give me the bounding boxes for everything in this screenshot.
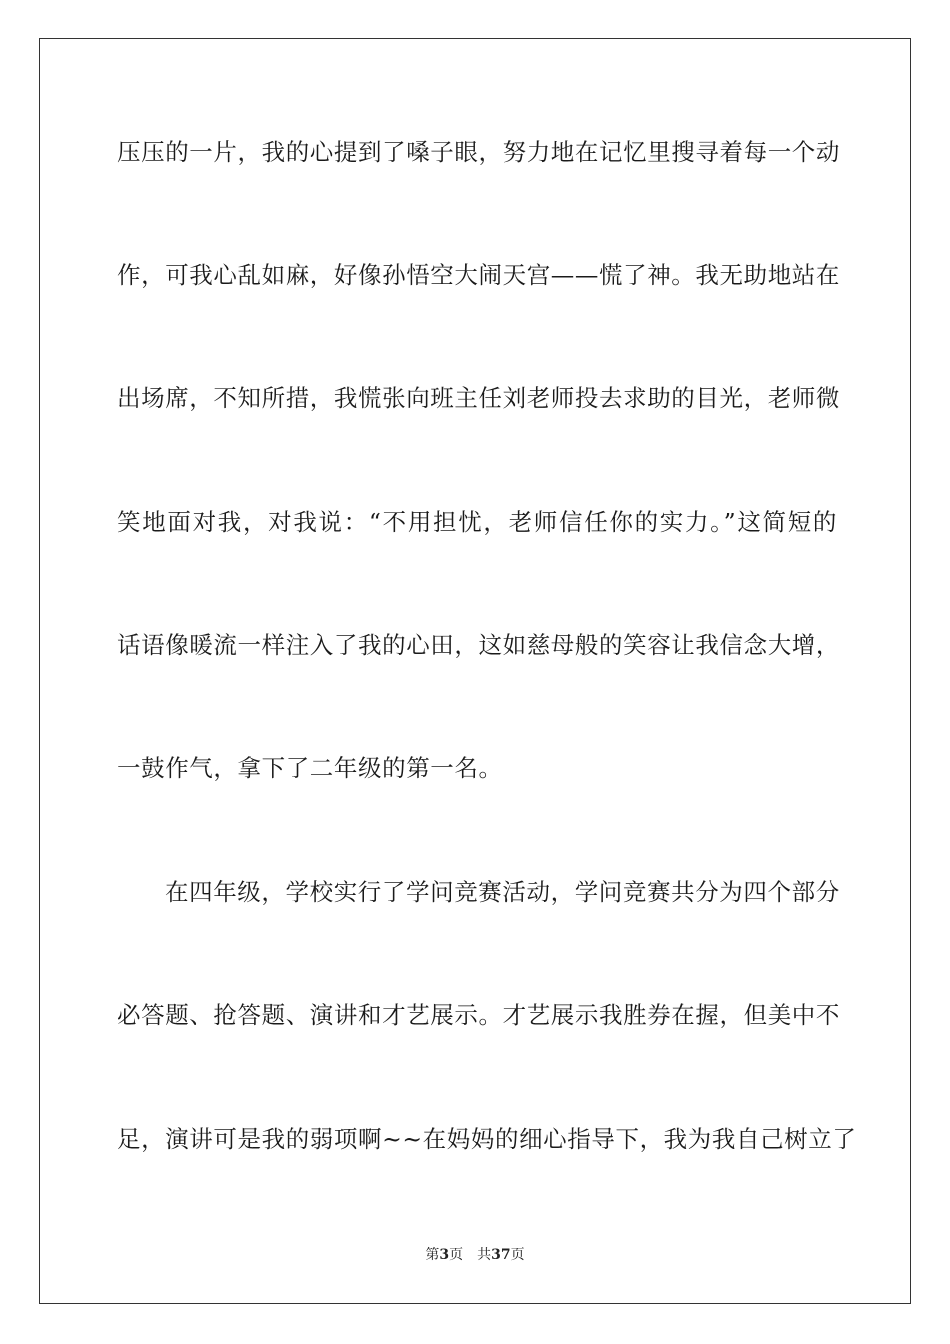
page-footer [0,1246,950,1264]
paragraph-line-4: 笑地面对我，对我说：“不用担忧，老师信任你的实力。”这简短的 [117,508,837,536]
paragraph-line-3: 出场席，不知所措，我慌张向班主任刘老师投去求助的目光，老师微 [117,384,840,412]
paragraph-line-5: 话语像暖流一样注入了我的心田，这如慈母般的笑容让我信念大增， [117,631,840,659]
page-prefix: 第 [425,1247,440,1263]
paragraph-line-8: 必答题、抢答题、演讲和才艺展示。才艺展示我胜券在握，但美中不 [117,1001,840,1029]
total-prefix: 共 [477,1247,492,1263]
paragraph-line-2: 作，可我心乱如麻，好像孙悟空大闹天宫——慌了神。我无助地站在 [117,261,840,289]
page-suffix: 页 [449,1247,464,1263]
total-suffix: 页 [510,1247,525,1263]
total-pages: 37 [491,1247,511,1263]
paragraph-line-6: 一鼓作气，拿下了二年级的第一名。 [117,754,503,782]
paragraph-line-9: 足，演讲可是我的弱项啊~~在妈妈的细心指导下，我为我自己树立了 [117,1125,857,1153]
paragraph-line-1: 压压的一片，我的心提到了嗓子眼，努力地在记忆里搜寻着每一个动 [117,138,840,166]
page-number: 3 [439,1247,450,1263]
paragraph-line-7: 在四年级，学校实行了学问竞赛活动，学问竞赛共分为四个部分 [165,878,840,906]
page-border [39,38,911,1304]
